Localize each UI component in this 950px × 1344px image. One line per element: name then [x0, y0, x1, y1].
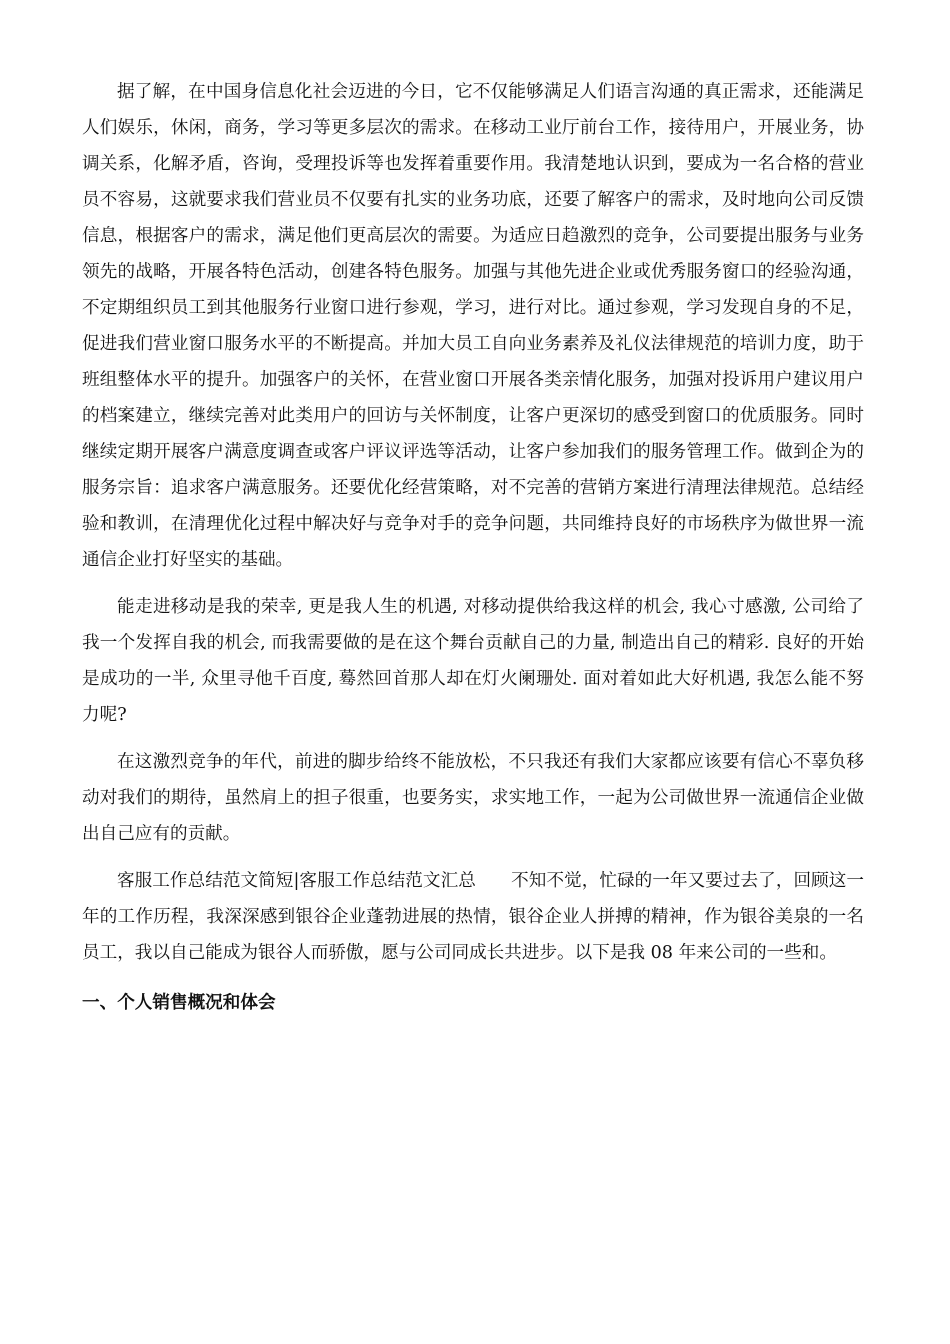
paragraph-4: 客服工作总结范文简短|客服工作总结范文汇总 不知不觉，忙碌的一年又要过去了，回顾这一年的工作历程，我深深感到银谷企业蓬勃进展的热情，银谷企业人拼搏的精神，作为银谷美泉的一名员工，我以自己能成为银谷人而骄傲，愿与公司同成长共进步。以下是我 08 年来公司的一些和。: [82, 871, 864, 963]
section-heading: 一、个人销售概况和体会: [82, 993, 276, 1013]
paragraph-1: 据了解，在中国身信息化社会迈进的今日，它不仅能够满足人们语言沟通的真正需求，还能满足人们娱乐，休闲，商务，学习等更多层次的需求。在移动工业厅前台工作，接待用户，开展业务，协调关系，化解矛盾，咨询，受理投诉等也发挥着重要作用。我清楚地认识到，要成为一名合格的营业员不容易，这就要求我们营业员不仅要有扎实的业务功底，还要了解客户的需求，及时地向公司反馈信息，根据客户的需求，满足他们更高层次的需要。为适应日趋激烈的竞争，公司要提出服务与业务领先的战略，开展各特色活动，创建各特色服务。加强与其他先进企业或优秀服务窗口的经验沟通，不定期组织员工到其他服务行业窗口进行参观，学习，进行对比。通过参观，学习发现自身的不足，促进我们营业窗口服务水平的不断提高。并加大员工自向业务素养及礼仪法律规范的培训力度，助于班组整体水平的提升。加强客户的关怀，在营业窗口开展各类亲情化服务，加强对投诉用户建议用户的档案建立，继续完善对此类用户的回访与关怀制度，让客户更深切的感受到窗口的优质服务。同时继续定期开展客户满意度调查或客户评议评选等活动，让客户参加我们的服务管理工作。做到企为的服务宗旨：追求客户满意服务。还要优化经营策略，对不完善的营销方案进行清理法律规范。总结经验和教训，在清理优化过程中解决好与竞争对手的竞争问题，共同维持良好的市场秩序为做世界一流通信企业打好坚实的基础。: [82, 82, 864, 570]
document-page: [82, 74, 864, 1021]
paragraph-2: 能走进移动是我的荣幸, 更是我人生的机遇, 对移动提供给我这样的机会, 我心寸感激, 公司给了我一个发挥自我的机会, 而我需要做的是在这个舞台贡献自己的力量, 制造出自己的精彩. 良好的开始是成功的一半, 众里寻他千百度, 蓦然回首那人却在灯火阑珊处. 面对着如此大好机遇, 我怎么能不努力呢?: [82, 597, 864, 725]
paragraph-3: 在这激烈竞争的年代，前进的脚步给终不能放松，不只我还有我们大家都应该要有信心不辜负移动对我们的期待，虽然肩上的担子很重，也要务实，求实地工作，一起为公司做世界一流通信企业做出自己应有的贡献。: [82, 752, 864, 844]
